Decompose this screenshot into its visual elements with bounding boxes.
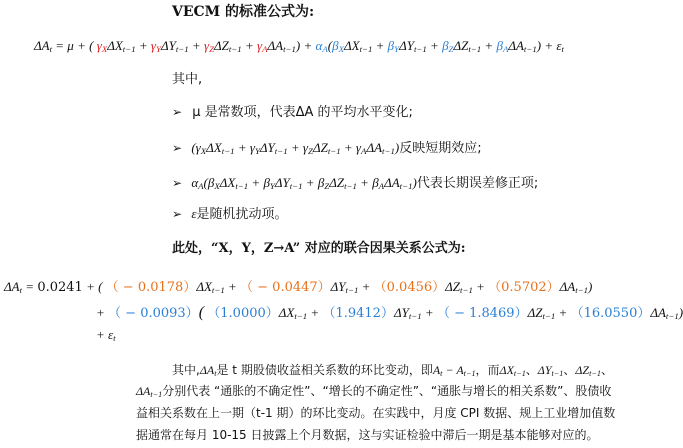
arrow-bullet-icon: ➢ — [172, 141, 183, 155]
paragraph-line1: 其中$,\Delta A_t$是 t 期股债收益相关系数的环比变动，即$A_t - A_{t-1}$，而$\Delta X_{t-1}$、$\Delta Y_{t-1}$、$\Delta Z_{t-1}$、 — [172, 363, 613, 379]
paragraph-line4: 据通常在每月 10-15 日披露上个月数据，这与实证检验中滞后一期是基本能够对应的。 — [136, 428, 599, 442]
bullet-gamma: ➢ $(\gamma_X\Delta X_{t-1} + \gamma_Y\Delta Y_{t-1} + \gamma_Z\Delta Z_{t-1} + \gamma_A\Delta A_{t-1})$反映短期效应; — [172, 140, 482, 157]
arrow-bullet-icon: ➢ — [172, 176, 183, 190]
joint-formula-line1: $\Delta A_t = 0.0241$ + ( （ − $0.0178)\Delta X_{t-1}$ + （ − $0.0447)\Delta Y_{t-1} + (0.0456)\Delta Z_{t-1} + (0.5702)\Delta A_{t-1}$) — [4, 279, 593, 296]
arrow-bullet-icon: ➢ — [172, 105, 183, 119]
paragraph-line2: $\Delta A_{t-1}$分别代表 “通胀的不确定性”、“增长的不确定性”、“通胀与增长的相关系数”、股债收 — [136, 384, 612, 400]
qizhong-label: 其中, — [172, 72, 203, 87]
bullet-alpha: ➢ $\alpha_A(\beta_X\Delta X_{t-1} + \beta_Y\Delta Y_{t-1} + \beta_Z\Delta Z_{t-1} + \beta_A\Delta A_{t-1})$代表长期误差修正项; — [172, 175, 539, 192]
joint-formula-line2: + （ − 0.0093）( $(1.0000)\Delta X_{t-1} + (1.9412)\Delta Y_{t-1}$ + （ − $1.8469)\Delta Z_{t-1} + (16.0550)\Delta A_{t-1}$) — [96, 304, 683, 322]
vecm-formula: $\Delta A_t = \mu$ + ( $\gamma_X\Delta X_{t-1} + \gamma_Y\Delta Y_{t-1} + \gamma_Z\Delta Z_{t-1} + \gamma_A\Delta A_{t-1}) + \alpha_A(\beta_X\Delta X_{t-1} + \beta_Y\Delta Y_{t-1} + \beta_Z\Delta Z_{t-1} + \beta_A\Delta A_{t-1}) + \varepsilon_t$ — [34, 38, 564, 55]
arrow-bullet-icon: ➢ — [172, 207, 183, 221]
heading-joint: 此处，“X，Y，Z→A” 对应的联合因果关系公式为: — [172, 241, 466, 256]
heading-vecm: VECM 的标准公式为: — [172, 4, 315, 20]
paragraph-line3: 益相关系数在上一期（t-1 期）的环比变动。在实践中，月度 CPI 数据、规上工业增加值数 — [136, 406, 616, 420]
bullet-mu: ➢ μ 是常数项，代表ΔA 的平均水平变化; — [172, 105, 413, 120]
bullet-epsilon: ➢ ε是随机扰动项。 — [172, 206, 288, 222]
joint-formula-line3: + $\varepsilon_t$ — [96, 327, 116, 344]
